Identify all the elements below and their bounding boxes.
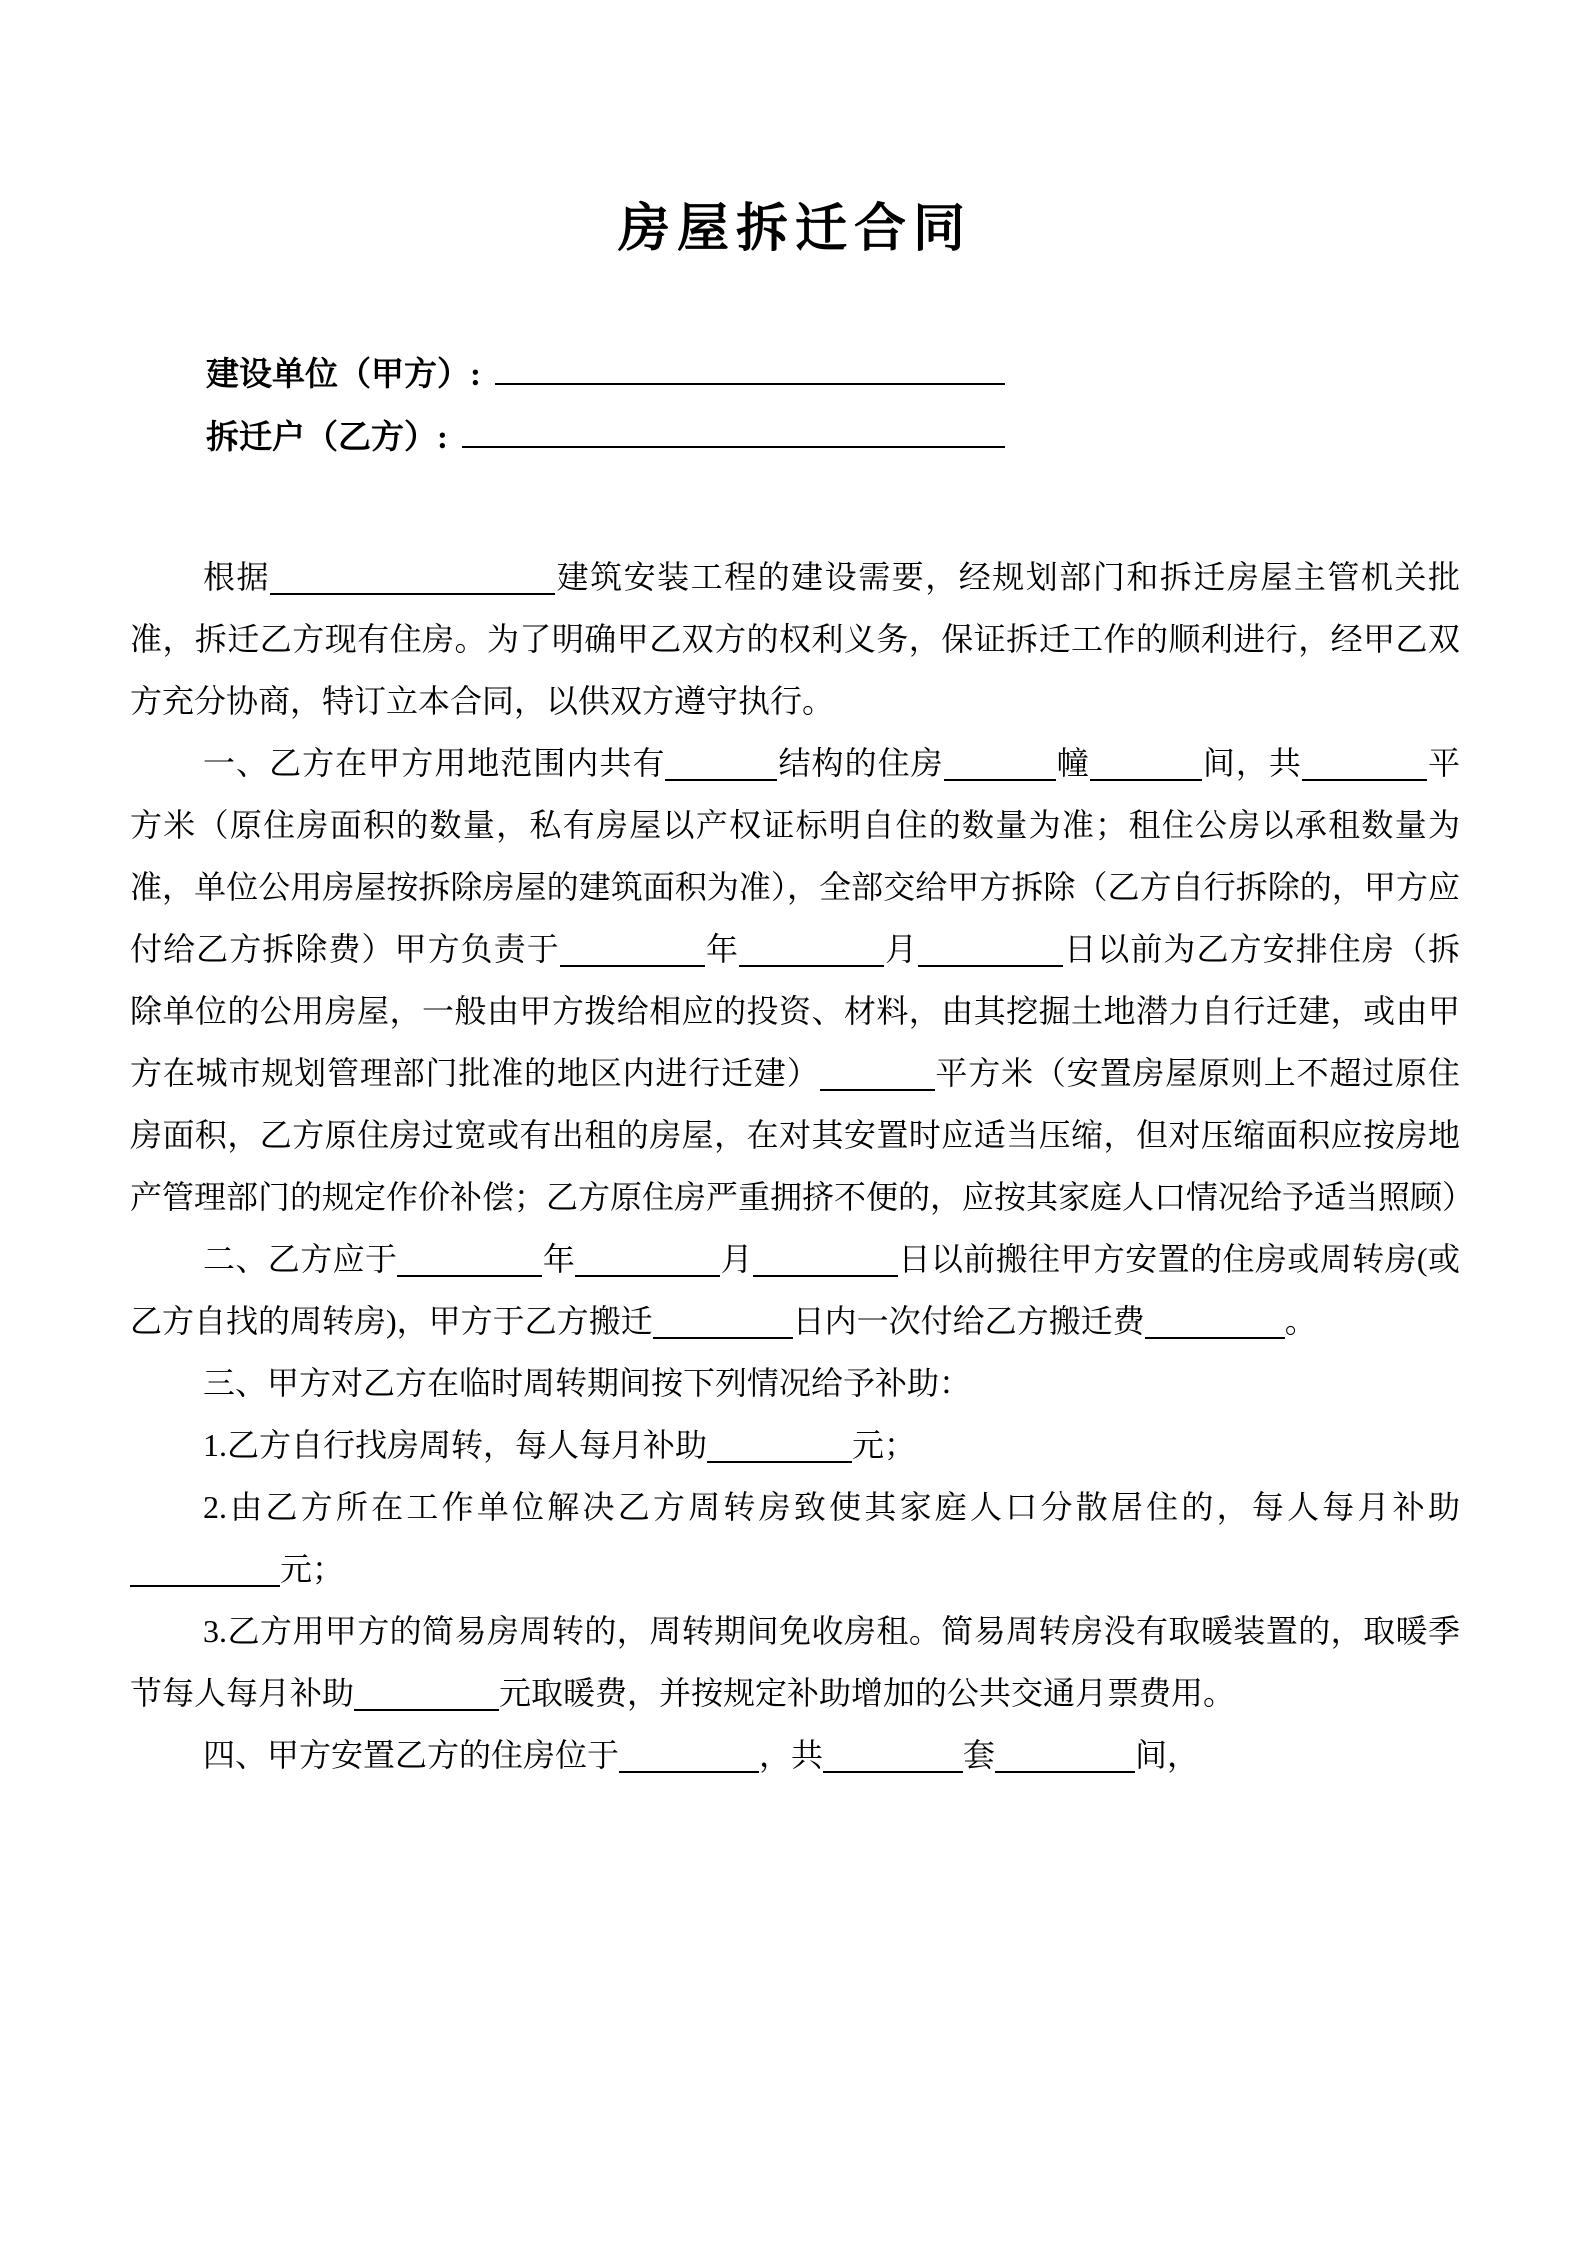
paragraph-text: 。 [1284, 1303, 1317, 1339]
paragraph-text: 套 [963, 1737, 996, 1773]
paragraph-text: 元； [280, 1551, 345, 1587]
paragraph-text: 1.乙方自行找房周转，每人每月补助 [203, 1427, 708, 1463]
paragraph-text: 日以前为乙方安排住房（拆除单位的公用房屋，一般由甲方拨给相应的投资、材料，由其挖掘土地潜力自行迁建，或由甲方在城市规划管理部门批准的地区内进行迁建） [130, 931, 1460, 1091]
fill-in-blank[interactable] [653, 1299, 793, 1339]
contract-paragraph [130, 1476, 1460, 1600]
fill-in-blank[interactable] [619, 1733, 759, 1773]
paragraph-text: 平方米（安置房屋原则上不超过原住房面积，乙方原住房过宽或有出租的房屋，在对其安置时应适当压缩，但对压缩面积应按房地产管理部门的规定作价补偿；乙方原住房严重拥挤不便的，应按其家庭人口情况给予适当照顾） [130, 1055, 1475, 1215]
paragraph-text: 结构的住房 [777, 745, 944, 781]
contract-body [130, 546, 1475, 1786]
fill-in-blank[interactable] [944, 741, 1056, 781]
fill-in-blank[interactable] [995, 1733, 1135, 1773]
paragraph-text: 四、甲方安置乙方的住房位于 [203, 1737, 620, 1773]
fill-in-blank[interactable] [820, 1051, 935, 1091]
fill-in-blank[interactable] [575, 1237, 720, 1277]
contract-paragraph [130, 732, 1475, 1228]
fill-in-blank[interactable] [462, 408, 1005, 448]
paragraph-text: 3.乙方用甲方的简易房周转的，周转期间免收房租。简易周转房没有取暖装置的，取暖季节每人每月补助 [130, 1613, 1460, 1711]
fill-in-blank[interactable] [665, 741, 777, 781]
paragraph-text: 日内一次付给乙方搬迁费 [792, 1303, 1145, 1339]
paragraph-text: 元取暖费，并按规定补助增加的公共交通月票费用。 [499, 1675, 1236, 1711]
paragraph-text: 一、乙方在甲方用地范围内共有 [203, 745, 666, 781]
paragraph-text: 幢 [1055, 745, 1090, 781]
fill-in-blank[interactable] [397, 1237, 542, 1277]
page-title: 房屋拆迁合同 [617, 201, 972, 258]
contract-paragraph [130, 1600, 1460, 1724]
paragraph-text: 间，共 [1201, 745, 1302, 781]
party-field-row [206, 407, 1005, 470]
party-fields [130, 344, 1460, 470]
fill-in-blank[interactable] [1090, 741, 1202, 781]
contract-paragraph [130, 1352, 1460, 1414]
paragraph-text: 月 [720, 1241, 754, 1277]
paragraph-text: 根据 [203, 559, 271, 595]
paragraph-text: 元； [852, 1427, 917, 1463]
paragraph-text: 建筑安装工程的建设需要，经规划部门和拆迁房屋主管机关批准，拆迁乙方现有住房。为了明确甲乙双方的权利义务，保证拆迁工作的顺利进行，经甲乙双方充分协商，特订立本合同，以供双方遵守执行。 [130, 559, 1460, 719]
contract-paragraph [130, 1414, 1460, 1476]
paragraph-text: 平方米（原住房面积的数量，私有房屋以产权证标明自住的数量为准；租住公房以承租数量为准，单位公用房屋按拆除房屋的建筑面积为准），全部交给甲方拆除（乙方自行拆除的，甲方应付给乙方拆除费）甲方负责于 [130, 745, 1460, 967]
contract-paragraph [130, 1228, 1460, 1352]
paragraph-text: 间， [1135, 1737, 1200, 1773]
party-field-row [206, 344, 1005, 407]
paragraph-text: 二、乙方应于 [203, 1241, 398, 1277]
contract-paragraph [130, 1724, 1460, 1786]
fill-in-blank[interactable] [130, 1547, 280, 1587]
party-field-label: 建设单位（甲方）: [206, 357, 481, 393]
paragraph-text: 年 [704, 931, 740, 967]
fill-in-blank[interactable] [823, 1733, 963, 1773]
fill-in-blank[interactable] [1302, 741, 1427, 781]
party-field-label: 拆迁户（乙方）: [206, 420, 448, 456]
fill-in-blank[interactable] [739, 927, 884, 967]
fill-in-blank[interactable] [560, 927, 705, 967]
paragraph-text: 日以前搬往甲方安置的住房或周转房(或乙方自找的周转房)，甲方于乙方搬迁 [130, 1241, 1460, 1339]
fill-in-blank[interactable] [1145, 1299, 1285, 1339]
fill-in-blank[interactable] [707, 1423, 852, 1463]
fill-in-blank[interactable] [354, 1671, 499, 1711]
contract-paragraph [130, 546, 1460, 732]
fill-in-blank[interactable] [918, 927, 1063, 967]
fill-in-blank[interactable] [270, 555, 555, 595]
fill-in-blank[interactable] [753, 1237, 898, 1277]
paragraph-text: 2.由乙方所在工作单位解决乙方周转房致使其家庭人口分散居住的，每人每月补助 [203, 1489, 1460, 1525]
paragraph-text: ，共 [759, 1737, 824, 1773]
paragraph-text: 三、甲方对乙方在临时周转期间按下列情况给予补助： [203, 1365, 972, 1401]
paragraph-text: 月 [884, 931, 919, 967]
paragraph-text: 年 [542, 1241, 576, 1277]
fill-in-blank[interactable] [495, 345, 1005, 385]
